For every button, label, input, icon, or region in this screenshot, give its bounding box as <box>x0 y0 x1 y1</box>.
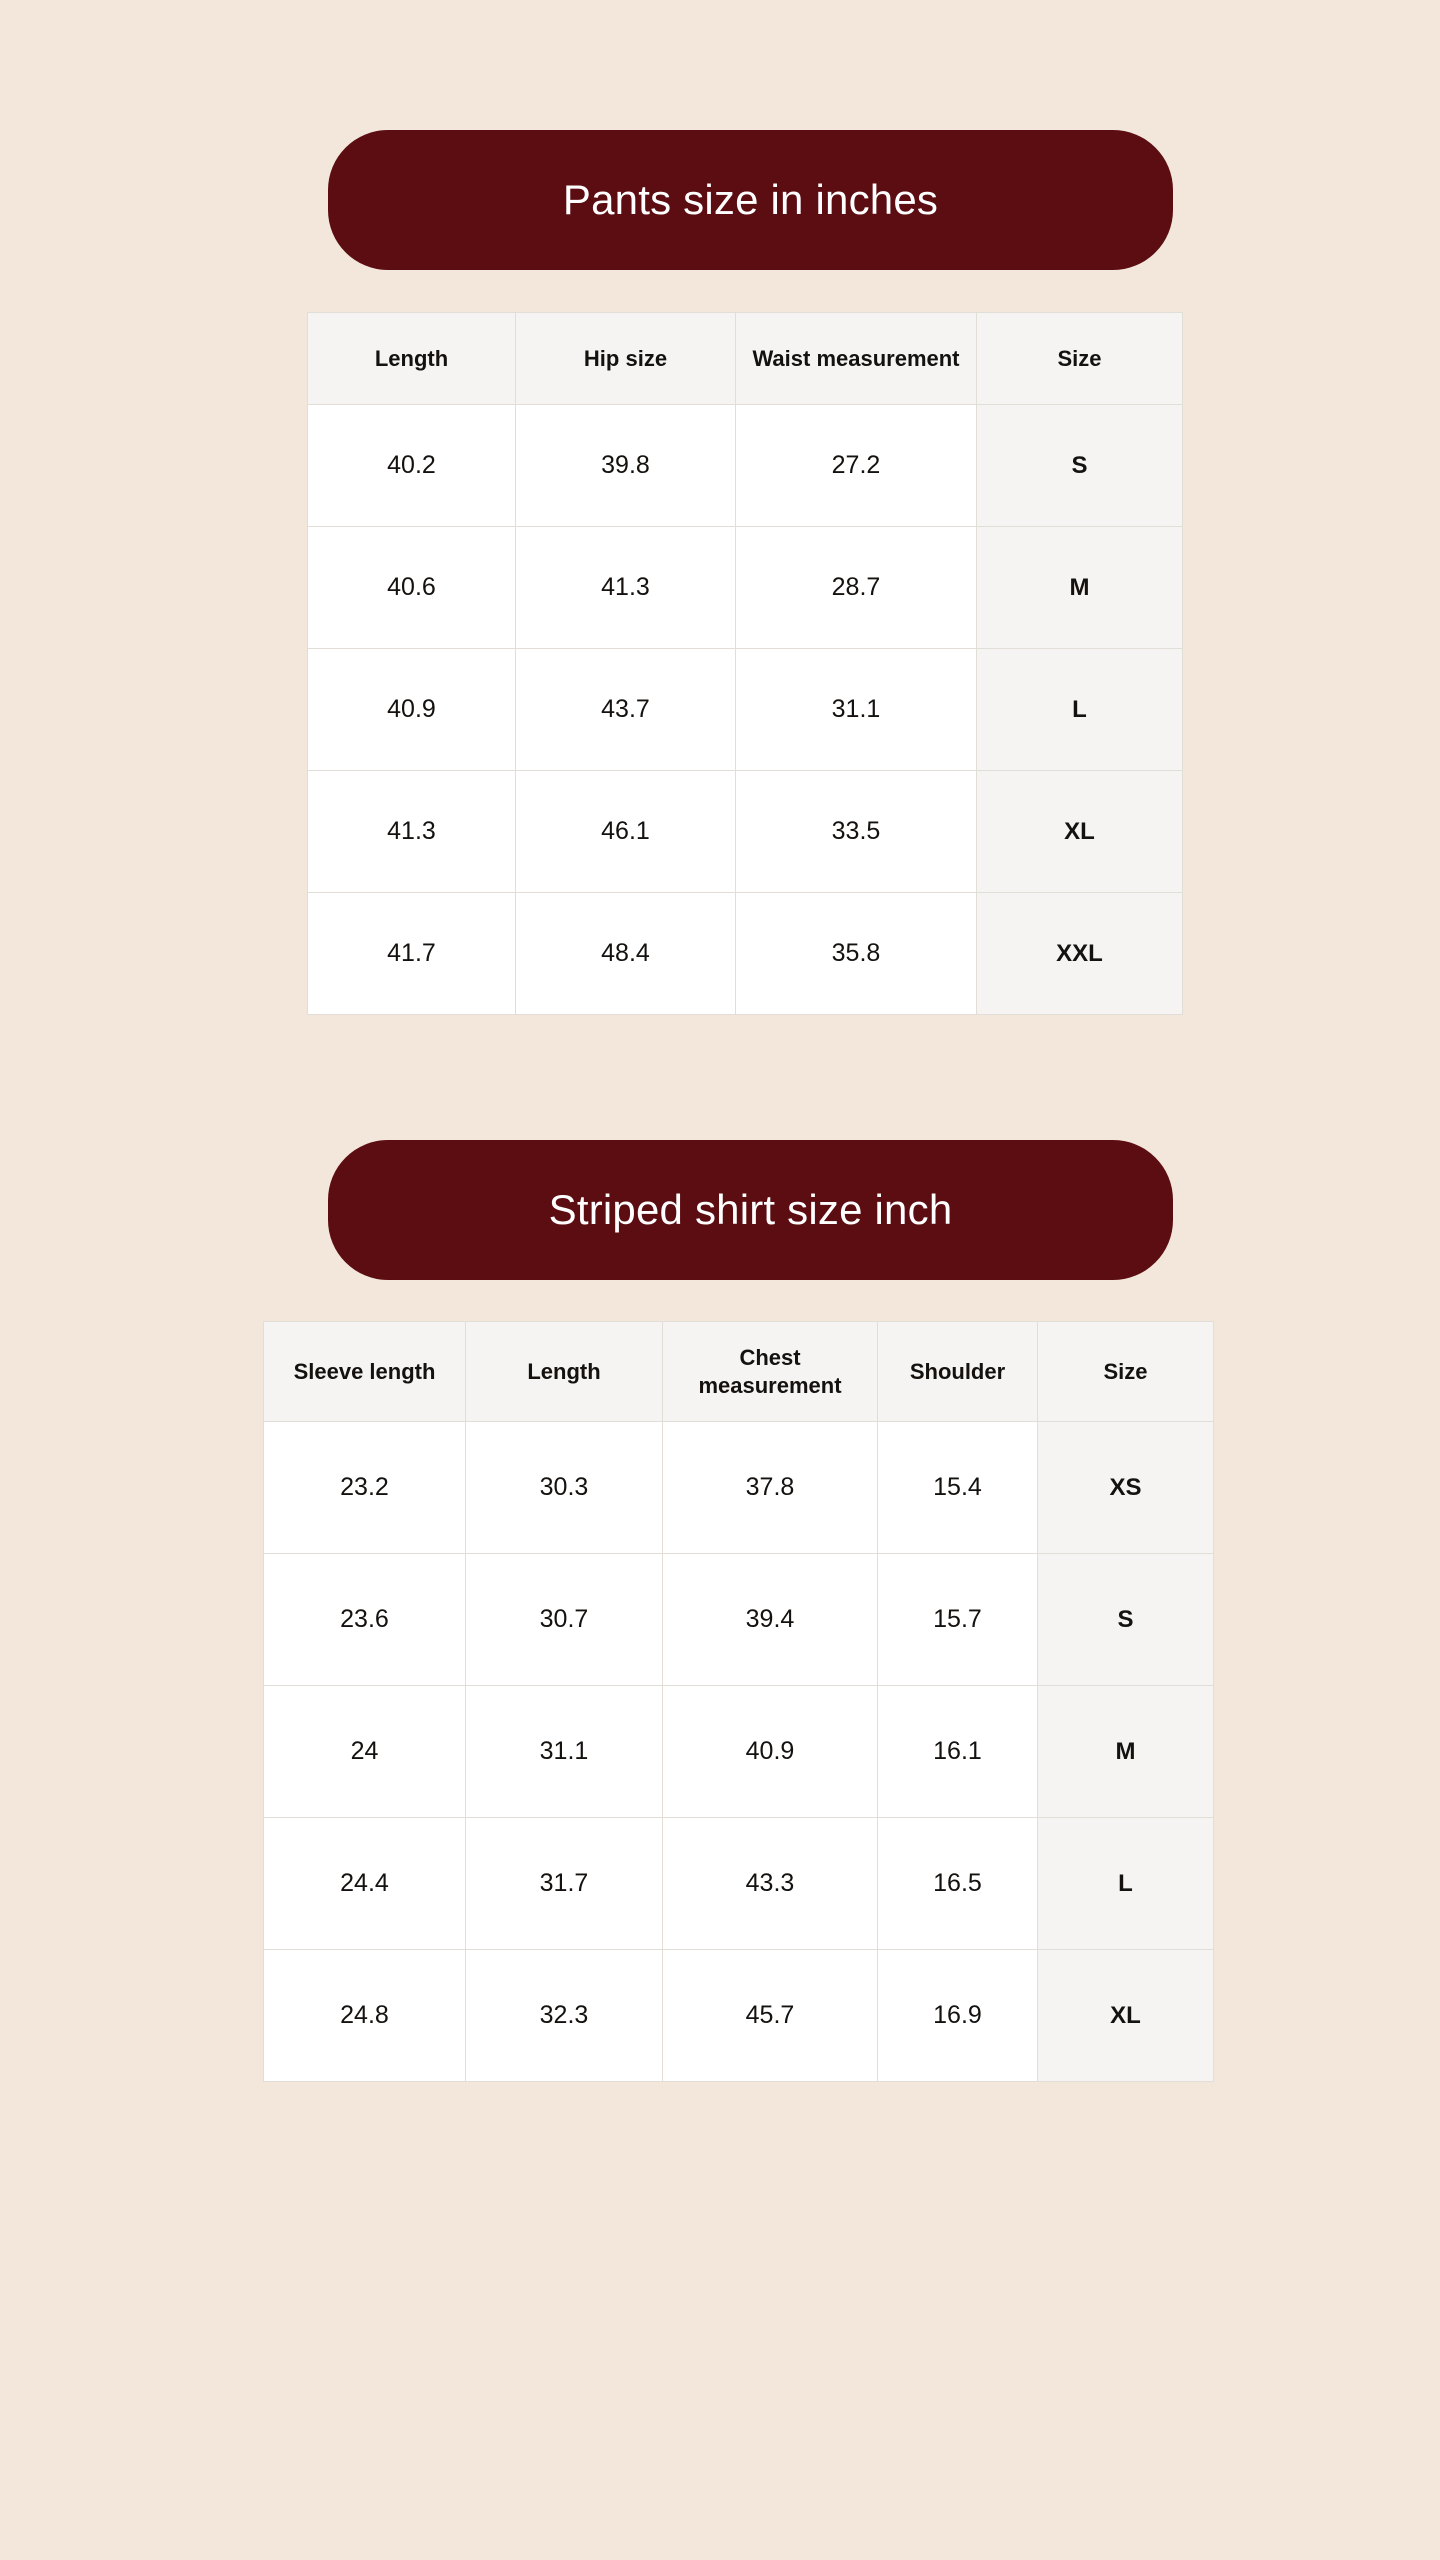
cell-chest-measurement: 40.9 <box>663 1686 878 1818</box>
cell-size: S <box>1038 1554 1214 1686</box>
column-header-shoulder: Shoulder <box>878 1322 1038 1422</box>
table-header-row <box>264 1322 1214 1422</box>
cell-length: 32.3 <box>466 1950 663 2082</box>
cell-size: L <box>977 649 1183 771</box>
cell-size: M <box>977 527 1183 649</box>
cell-sleeve-length: 24 <box>264 1686 466 1818</box>
cell-shoulder: 16.9 <box>878 1950 1038 2082</box>
cell-size: XXL <box>977 893 1183 1015</box>
cell-size: XL <box>977 771 1183 893</box>
shirt-section-title: Striped shirt size inch <box>328 1140 1173 1280</box>
column-header-size: Size <box>977 313 1183 405</box>
table-row <box>308 893 1183 1015</box>
cell-hip-size: 43.7 <box>516 649 736 771</box>
cell-chest-measurement: 37.8 <box>663 1422 878 1554</box>
cell-hip-size: 48.4 <box>516 893 736 1015</box>
cell-shoulder: 15.7 <box>878 1554 1038 1686</box>
column-header-chest-measurement: Chest measurement <box>663 1322 878 1422</box>
column-header-sleeve-length: Sleeve length <box>264 1322 466 1422</box>
shirt-size-section <box>0 1140 1440 2082</box>
cell-shoulder: 15.4 <box>878 1422 1038 1554</box>
cell-length: 30.7 <box>466 1554 663 1686</box>
cell-length: 30.3 <box>466 1422 663 1554</box>
table-row <box>308 649 1183 771</box>
pants-section-title: Pants size in inches <box>328 130 1173 270</box>
cell-size: XL <box>1038 1950 1214 2082</box>
column-header-hip-size: Hip size <box>516 313 736 405</box>
cell-sleeve-length: 23.6 <box>264 1554 466 1686</box>
cell-sleeve-length: 23.2 <box>264 1422 466 1554</box>
cell-hip-size: 39.8 <box>516 405 736 527</box>
shirt-size-table <box>263 1321 1214 2082</box>
cell-sleeve-length: 24.4 <box>264 1818 466 1950</box>
cell-length: 31.7 <box>466 1818 663 1950</box>
cell-length: 40.2 <box>308 405 516 527</box>
cell-size: L <box>1038 1818 1214 1950</box>
cell-chest-measurement: 39.4 <box>663 1554 878 1686</box>
column-header-size: Size <box>1038 1322 1214 1422</box>
cell-hip-size: 41.3 <box>516 527 736 649</box>
table-row <box>308 771 1183 893</box>
table-row <box>264 1686 1214 1818</box>
cell-length: 41.3 <box>308 771 516 893</box>
cell-hip-size: 46.1 <box>516 771 736 893</box>
cell-shoulder: 16.1 <box>878 1686 1038 1818</box>
pants-size-section <box>0 130 1440 1015</box>
column-header-length: Length <box>466 1322 663 1422</box>
cell-chest-measurement: 45.7 <box>663 1950 878 2082</box>
table-row <box>308 527 1183 649</box>
cell-length: 41.7 <box>308 893 516 1015</box>
cell-size: M <box>1038 1686 1214 1818</box>
table-row <box>308 405 1183 527</box>
column-header-waist-measurement: Waist measurement <box>736 313 977 405</box>
cell-waist-measurement: 28.7 <box>736 527 977 649</box>
column-header-length: Length <box>308 313 516 405</box>
cell-length: 40.6 <box>308 527 516 649</box>
table-row <box>264 1950 1214 2082</box>
cell-size: XS <box>1038 1422 1214 1554</box>
cell-sleeve-length: 24.8 <box>264 1950 466 2082</box>
cell-waist-measurement: 31.1 <box>736 649 977 771</box>
table-row <box>264 1554 1214 1686</box>
table-row <box>264 1422 1214 1554</box>
table-header-row <box>308 313 1183 405</box>
cell-waist-measurement: 27.2 <box>736 405 977 527</box>
cell-waist-measurement: 33.5 <box>736 771 977 893</box>
cell-waist-measurement: 35.8 <box>736 893 977 1015</box>
cell-size: S <box>977 405 1183 527</box>
cell-shoulder: 16.5 <box>878 1818 1038 1950</box>
table-row <box>264 1818 1214 1950</box>
pants-size-table <box>307 312 1183 1015</box>
cell-length: 40.9 <box>308 649 516 771</box>
cell-length: 31.1 <box>466 1686 663 1818</box>
cell-chest-measurement: 43.3 <box>663 1818 878 1950</box>
